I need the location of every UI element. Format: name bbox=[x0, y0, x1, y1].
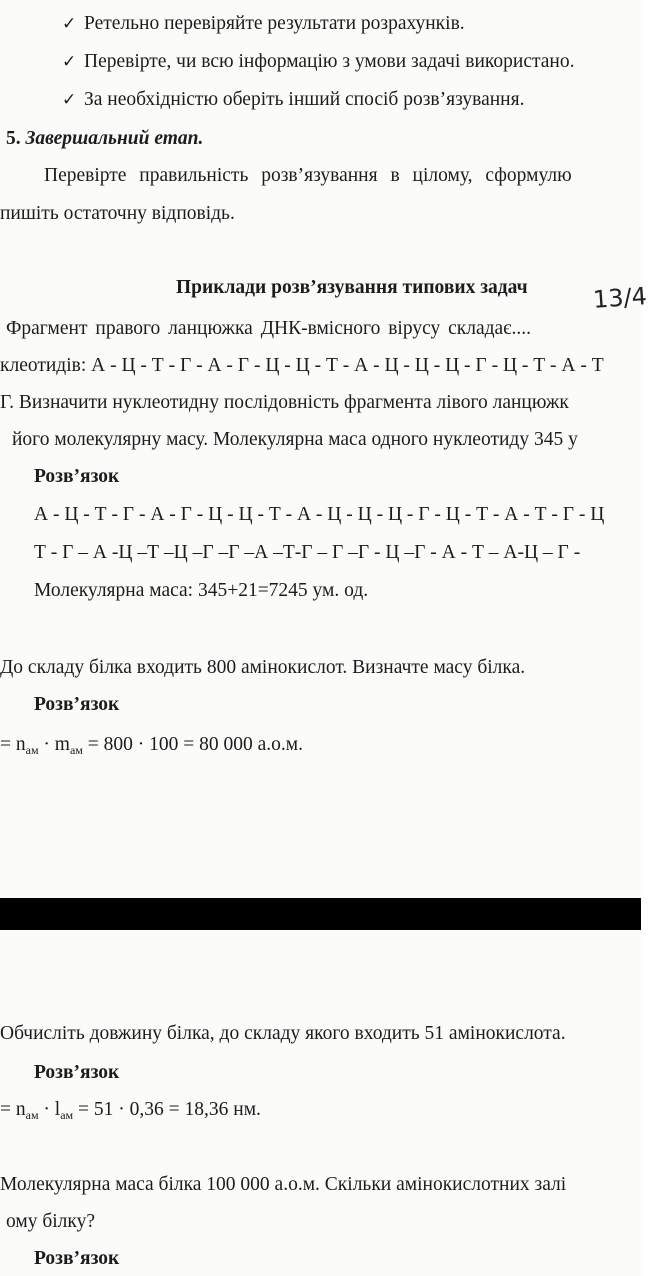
checklist-item-3 bbox=[62, 88, 524, 111]
stage-text-line-2: пишіть остаточну відповідь. bbox=[0, 203, 235, 224]
section-heading: Приклади розв’язування типових задач bbox=[176, 277, 528, 298]
check-mark-icon: ✓ bbox=[62, 14, 77, 34]
formula-subscript: ам bbox=[25, 743, 39, 757]
task4-solution-label: Розв’язок bbox=[34, 1248, 120, 1269]
black-divider-band bbox=[0, 898, 641, 930]
formula-part: = 800 · 100 = 80 000 а.о.м. bbox=[82, 734, 303, 755]
task1-line-3: Г. Визначити нуклеотидну послідовність фрагмента лівого ланцюжк bbox=[0, 392, 569, 413]
formula-part: · l bbox=[38, 1099, 61, 1120]
stage-number: 5. bbox=[6, 128, 21, 149]
task2-formula bbox=[0, 733, 303, 757]
stage-text-line-1: Перевірте правильність розв’язування в цілому, сформулю bbox=[44, 165, 572, 186]
task1-line-1: Фрагмент правого ланцюжка ДНК-вмісного вірусу складає.... bbox=[6, 318, 532, 339]
formula-part: = 51 · 0,36 = 18,36 нм. bbox=[73, 1099, 261, 1120]
formula-subscript: ам bbox=[69, 743, 83, 757]
checklist-item-text: Перевірте, чи всю інформацію з умови задачі використано. bbox=[84, 51, 575, 72]
checklist-item-text: Ретельно перевіряйте результати розрахунків. bbox=[84, 13, 465, 34]
task3-solution-label: Розв’язок bbox=[34, 1062, 120, 1083]
task1-solution-label: Розв’язок bbox=[34, 466, 120, 487]
task3-formula bbox=[0, 1098, 261, 1122]
handwritten-note: 13/4 bbox=[592, 282, 648, 314]
checklist-item-1 bbox=[62, 12, 465, 35]
formula-part: = n bbox=[0, 734, 26, 755]
task4-line-1: Молекулярна маса білка 100 000 а.о.м. Скільки амінокислотних залі bbox=[0, 1174, 567, 1195]
task1-line-2: клеотидів: А - Ц - Т - Г - А - Г - Ц - Ц - Т - А - Ц - Ц - Ц - Г - Ц - Т - А - Т bbox=[0, 355, 604, 376]
task1-sequence-2: Т - Г – А -Ц –Т –Ц –Г –Г –А –Т-Г – Г –Г - Ц –Г - А - Т – А-Ц – Г - bbox=[34, 542, 581, 563]
task1-sequence-1: А - Ц - Т - Г - А - Г - Ц - Ц - Т - А - Ц - Ц - Ц - Г - Ц - Т - А - Т - Г - Ц bbox=[34, 504, 605, 525]
task1-line-4: його молекулярну масу. Молекулярна маса одного нуклеотиду 345 у bbox=[12, 429, 578, 450]
check-mark-icon: ✓ bbox=[62, 90, 77, 110]
task1-mass: Молекулярна маса: 345+21=7245 ум. од. bbox=[34, 580, 369, 601]
task4-line-2: ому білку? bbox=[6, 1211, 96, 1232]
task2-text: До складу білка входить 800 амінокислот. Визначте масу білка. bbox=[0, 657, 526, 678]
formula-subscript: ам bbox=[60, 1108, 74, 1122]
checklist-item-2 bbox=[62, 50, 574, 73]
stage-heading bbox=[6, 127, 203, 150]
checklist-item-text: За необхідністю оберіть інший спосіб розв’язування. bbox=[84, 89, 525, 110]
task3-text: Обчисліть довжину білка, до складу якого входить 51 амінокислота. bbox=[0, 1023, 566, 1044]
task2-solution-label: Розв’язок bbox=[34, 694, 120, 715]
check-mark-icon: ✓ bbox=[62, 52, 77, 72]
formula-part: · m bbox=[38, 734, 70, 755]
formula-subscript: ам bbox=[25, 1108, 39, 1122]
stage-title: Завершальний етап. bbox=[25, 128, 204, 149]
formula-part: = n bbox=[0, 1099, 26, 1120]
